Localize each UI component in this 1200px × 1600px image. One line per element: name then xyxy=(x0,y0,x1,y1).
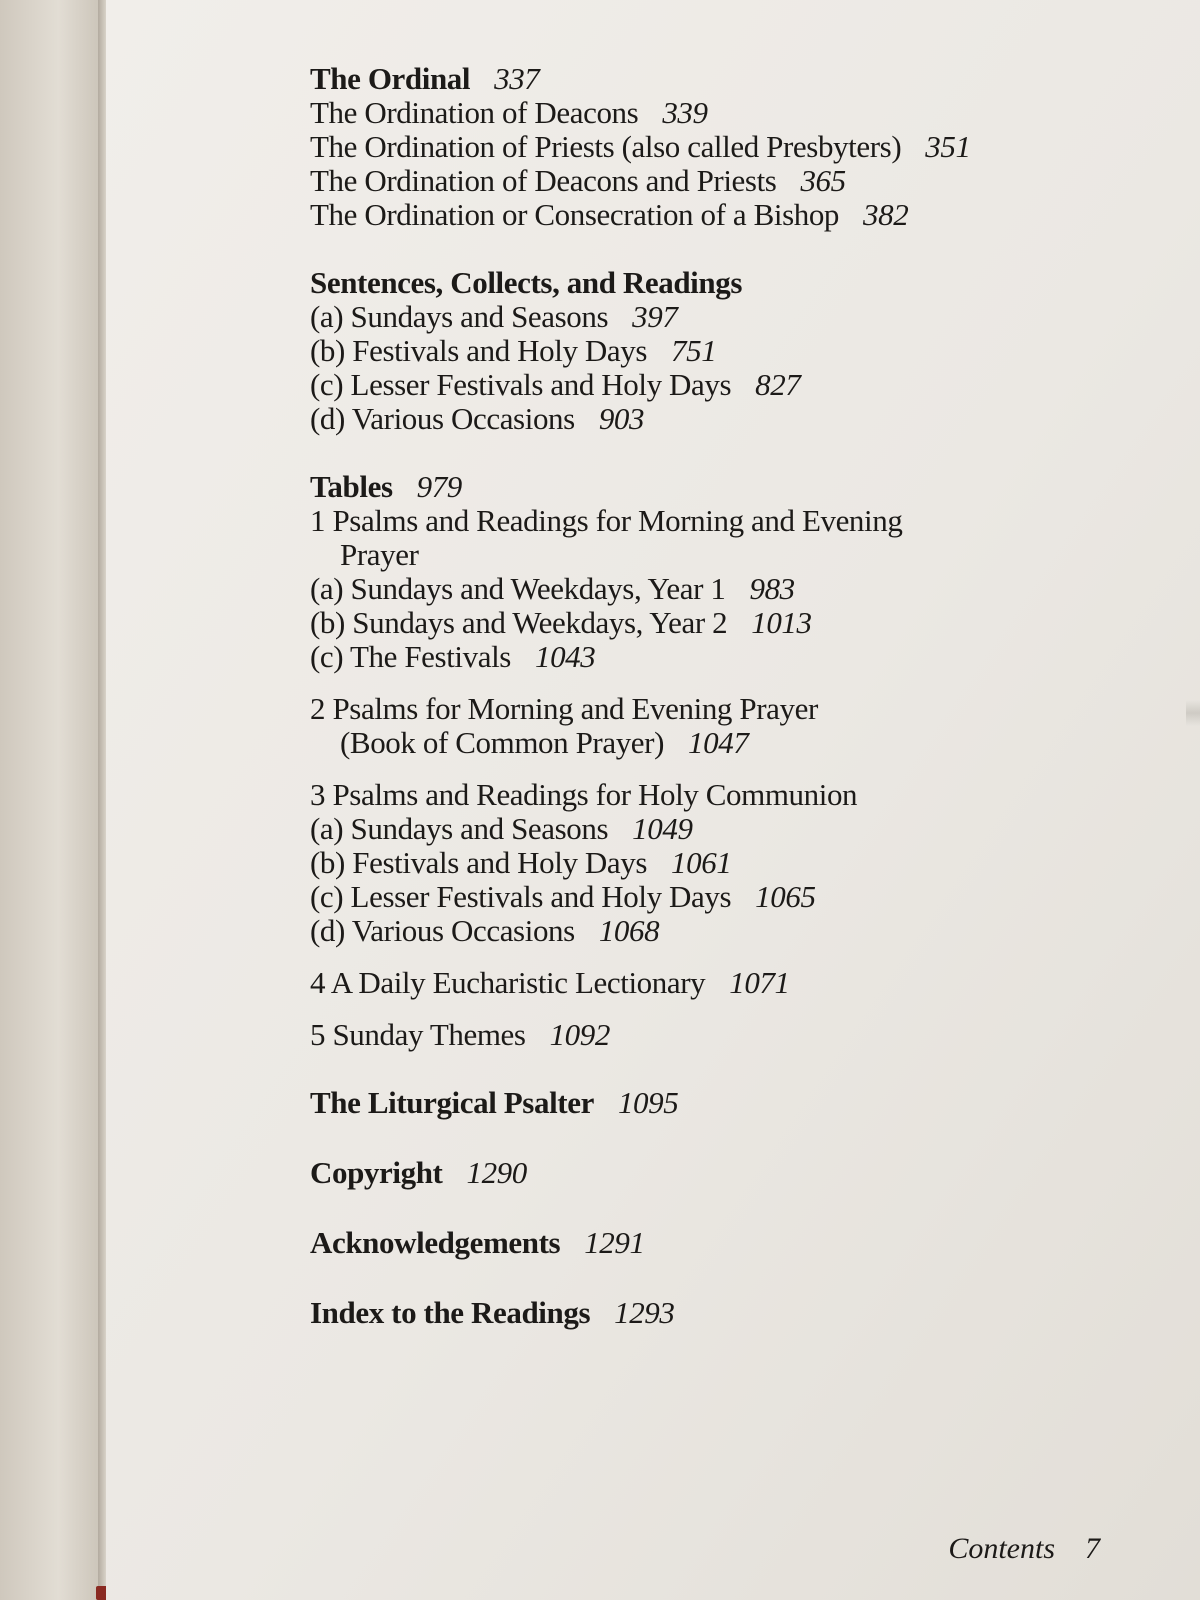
toc-entry[interactable] xyxy=(310,572,795,606)
toc-entry-page: 1071 xyxy=(729,965,790,1000)
toc-subsection-heading xyxy=(310,778,857,812)
toc-entry-page: 1290 xyxy=(466,1155,527,1190)
toc-subsection-heading xyxy=(310,504,902,538)
toc-entry-page: 1095 xyxy=(617,1085,679,1120)
toc-entry-page: 827 xyxy=(755,367,801,402)
toc-entry[interactable] xyxy=(310,198,908,232)
toc-entry-title: (a) Sundays and Weekdays, Year 1 xyxy=(310,571,726,606)
toc-entry-page: 1068 xyxy=(598,913,660,948)
toc-entry-title: (c) Lesser Festivals and Holy Days xyxy=(310,879,732,914)
toc-entry[interactable] xyxy=(310,402,644,436)
toc-entry-page: 1065 xyxy=(755,879,816,914)
toc-entry[interactable] xyxy=(340,726,748,760)
toc-entry-page: 382 xyxy=(863,197,909,232)
toc-entry[interactable] xyxy=(310,1018,610,1052)
toc-entry-title: (b) Festivals and Holy Days xyxy=(310,333,648,368)
toc-entry-ordinal[interactable] xyxy=(310,62,539,96)
toc-entry-title: The Ordination or Consecration of a Bishop xyxy=(310,197,840,232)
toc-entry[interactable] xyxy=(310,300,677,334)
toc-entry-copyright[interactable] xyxy=(310,1156,527,1190)
toc-entry[interactable] xyxy=(310,334,716,368)
toc-entry[interactable] xyxy=(310,914,659,948)
toc-subsection-title: Prayer xyxy=(340,537,419,572)
page-footer xyxy=(948,1532,1100,1566)
toc-entry-page: 351 xyxy=(925,129,971,164)
toc-entry-acknowledgements[interactable] xyxy=(310,1226,645,1260)
toc-entry-title: The Ordinal xyxy=(310,61,471,96)
toc-entry-title: (c) Lesser Festivals and Holy Days xyxy=(310,367,732,402)
toc-section-title: Sentences, Collects, and Readings xyxy=(310,265,743,300)
toc-entry-title: 4 A Daily Eucharistic Lectionary xyxy=(310,965,706,1000)
running-footer-label: Contents xyxy=(948,1532,1055,1565)
toc-entry-page: 903 xyxy=(598,401,645,436)
toc-entry-page: 751 xyxy=(671,333,717,368)
toc-entry-title: (d) Various Occasions xyxy=(310,913,575,948)
toc-subsection-title: 3 Psalms and Readings for Holy Communion xyxy=(310,777,858,812)
toc-entry-title: Acknowledgements xyxy=(310,1225,561,1260)
toc-entry-title: The Liturgical Psalter xyxy=(310,1085,594,1120)
page-number: 7 xyxy=(1085,1532,1100,1565)
toc-entry-page: 339 xyxy=(662,95,708,130)
toc-entry-title: (Book of Common Prayer) xyxy=(340,725,665,760)
toc-subsection-title: 2 Psalms for Morning and Evening Prayer xyxy=(310,691,818,726)
toc-entry-title: (a) Sundays and Seasons xyxy=(310,299,609,334)
toc-entry-page: 397 xyxy=(632,299,678,334)
toc-entry-page: 1049 xyxy=(632,811,693,846)
toc-entry[interactable] xyxy=(310,966,790,1000)
toc-entry-title: Index to the Readings xyxy=(310,1295,591,1330)
toc-entry-title: Copyright xyxy=(310,1155,443,1190)
toc-entry-page: 1293 xyxy=(614,1295,675,1330)
toc-entry[interactable] xyxy=(310,96,708,130)
toc-subsection-heading xyxy=(310,692,818,726)
toc-entry-title: The Ordination of Priests (also called Presbyters) xyxy=(310,129,902,164)
toc-entry[interactable] xyxy=(310,606,812,640)
toc-subsection-title: 1 Psalms and Readings for Morning and Evening xyxy=(310,503,903,538)
toc-entry-title: (c) The Festivals xyxy=(310,639,511,674)
toc-entry-liturgical-psalter[interactable] xyxy=(310,1086,678,1120)
toc-section-heading xyxy=(310,266,742,300)
toc-entry-page: 983 xyxy=(749,571,795,606)
gutter-edge xyxy=(98,0,106,1600)
toc-entry[interactable] xyxy=(310,846,731,880)
toc-subsection-heading-continued xyxy=(340,538,419,572)
toc-entry[interactable] xyxy=(310,812,693,846)
toc-entry-page: 979 xyxy=(416,469,462,504)
toc-entry-title: 5 Sunday Themes xyxy=(310,1017,526,1052)
page-crease xyxy=(1186,700,1200,726)
book-gutter xyxy=(0,0,106,1600)
toc-entry[interactable] xyxy=(310,640,595,674)
toc-entry-page: 1043 xyxy=(534,639,596,674)
toc-entry[interactable] xyxy=(310,368,800,402)
toc-entry-page: 1291 xyxy=(584,1225,645,1260)
toc-entry-title: (b) Sundays and Weekdays, Year 2 xyxy=(310,605,728,640)
toc-entry-title: The Ordination of Deacons xyxy=(310,95,639,130)
toc-entry-page: 1092 xyxy=(549,1017,610,1052)
toc-entry-page: 365 xyxy=(800,163,846,198)
toc-entry-page: 1061 xyxy=(671,845,732,880)
toc-entry-title: (b) Festivals and Holy Days xyxy=(310,845,648,880)
toc-entry[interactable] xyxy=(310,130,971,164)
toc-entry-page: 1047 xyxy=(688,725,749,760)
toc-entry-title: (a) Sundays and Seasons xyxy=(310,811,609,846)
toc-entry-title: (d) Various Occasions xyxy=(310,401,575,436)
toc-entry-page: 337 xyxy=(494,61,540,96)
toc-entry-page: 1013 xyxy=(751,605,812,640)
toc-entry[interactable] xyxy=(310,164,846,198)
toc-entry-tables[interactable] xyxy=(310,470,462,504)
toc-entry[interactable] xyxy=(310,880,816,914)
toc-entry-title: The Ordination of Deacons and Priests xyxy=(310,163,777,198)
toc-entry-title: Tables xyxy=(310,469,393,504)
toc-entry-index-to-readings[interactable] xyxy=(310,1296,675,1330)
